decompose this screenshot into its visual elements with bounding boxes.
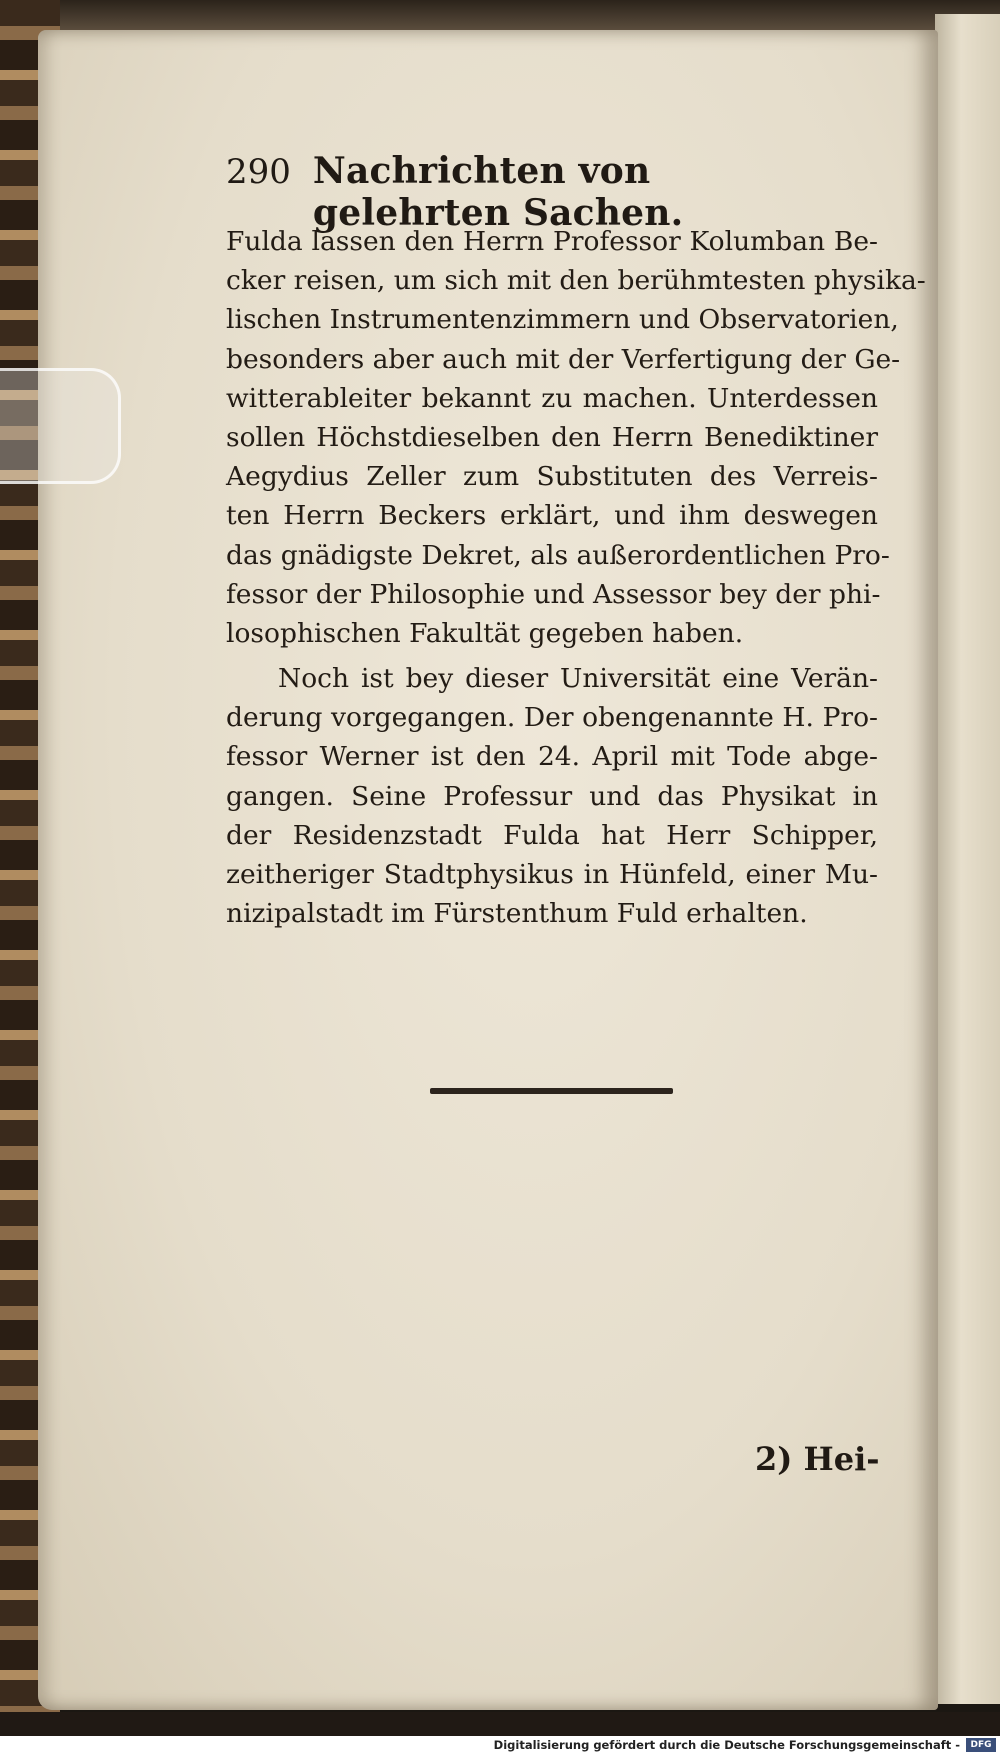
text-line: besonders aber auch mit der Verfertigung der Ge-	[226, 343, 901, 375]
facing-page-edge	[935, 14, 1000, 1704]
paragraph-2	[226, 659, 878, 933]
text-line: gangen. Seine Professur und das Physikat in	[226, 780, 878, 812]
dfg-logo: DFG	[966, 1738, 996, 1752]
text-line: ten Herrn Beckers erklärt, und ihm deswegen	[226, 500, 878, 532]
text-line: Noch ist bey dieser Universität eine Verän-	[278, 663, 878, 694]
text-line: witterableiter bekannt zu machen. Unterdessen	[226, 382, 878, 414]
text-line: zeitheriger Stadtphysikus in Hünfeld, einer Mu-	[226, 858, 878, 890]
page-header	[226, 150, 826, 234]
bookmark-tab	[0, 368, 121, 484]
text-line: sollen Höchstdieselben den Herrn Benediktiner	[226, 421, 878, 453]
text-line: derung vorgegangen. Der obengenannte H. Pro-	[226, 702, 878, 734]
text-line: das gnädigste Dekret, als außerordentlichen Pro-	[226, 539, 890, 571]
page-number: 290	[226, 152, 291, 192]
paragraph-1	[226, 222, 926, 653]
text-line: lischen Instrumentenzimmern und Observatorien,	[226, 304, 899, 336]
text-line: fessor Werner ist den 24. April mit Tode abge-	[226, 741, 878, 773]
text-line: cker reisen, um sich mit den berühmtesten physika-	[226, 265, 926, 297]
text-line: Aegydius Zeller zum Substituten des Verreis-	[226, 461, 878, 493]
section-divider	[430, 1088, 673, 1094]
text-line: der Residenzstadt Fulda hat Herr Schipper,	[226, 819, 878, 851]
text-line: fessor der Philosophie und Assessor bey der phi-	[226, 578, 881, 610]
scan-bottom-edge	[0, 1712, 1000, 1736]
text-line: losophischen Fakultät gegeben haben.	[226, 617, 744, 649]
text-line: Fulda lassen den Herrn Professor Kolumban Be-	[226, 226, 878, 257]
catchword: 2) Hei-	[755, 1440, 880, 1478]
funding-credit: Digitalisierung gefördert durch die Deutsche Forschungsgemeinschaft -	[493, 1738, 960, 1752]
text-line: nizipalstadt im Fürstenthum Fuld erhalten.	[226, 898, 808, 930]
running-head: Nachrichten von gelehrten Sachen.	[312, 150, 684, 234]
credit-bar	[0, 1736, 1000, 1755]
